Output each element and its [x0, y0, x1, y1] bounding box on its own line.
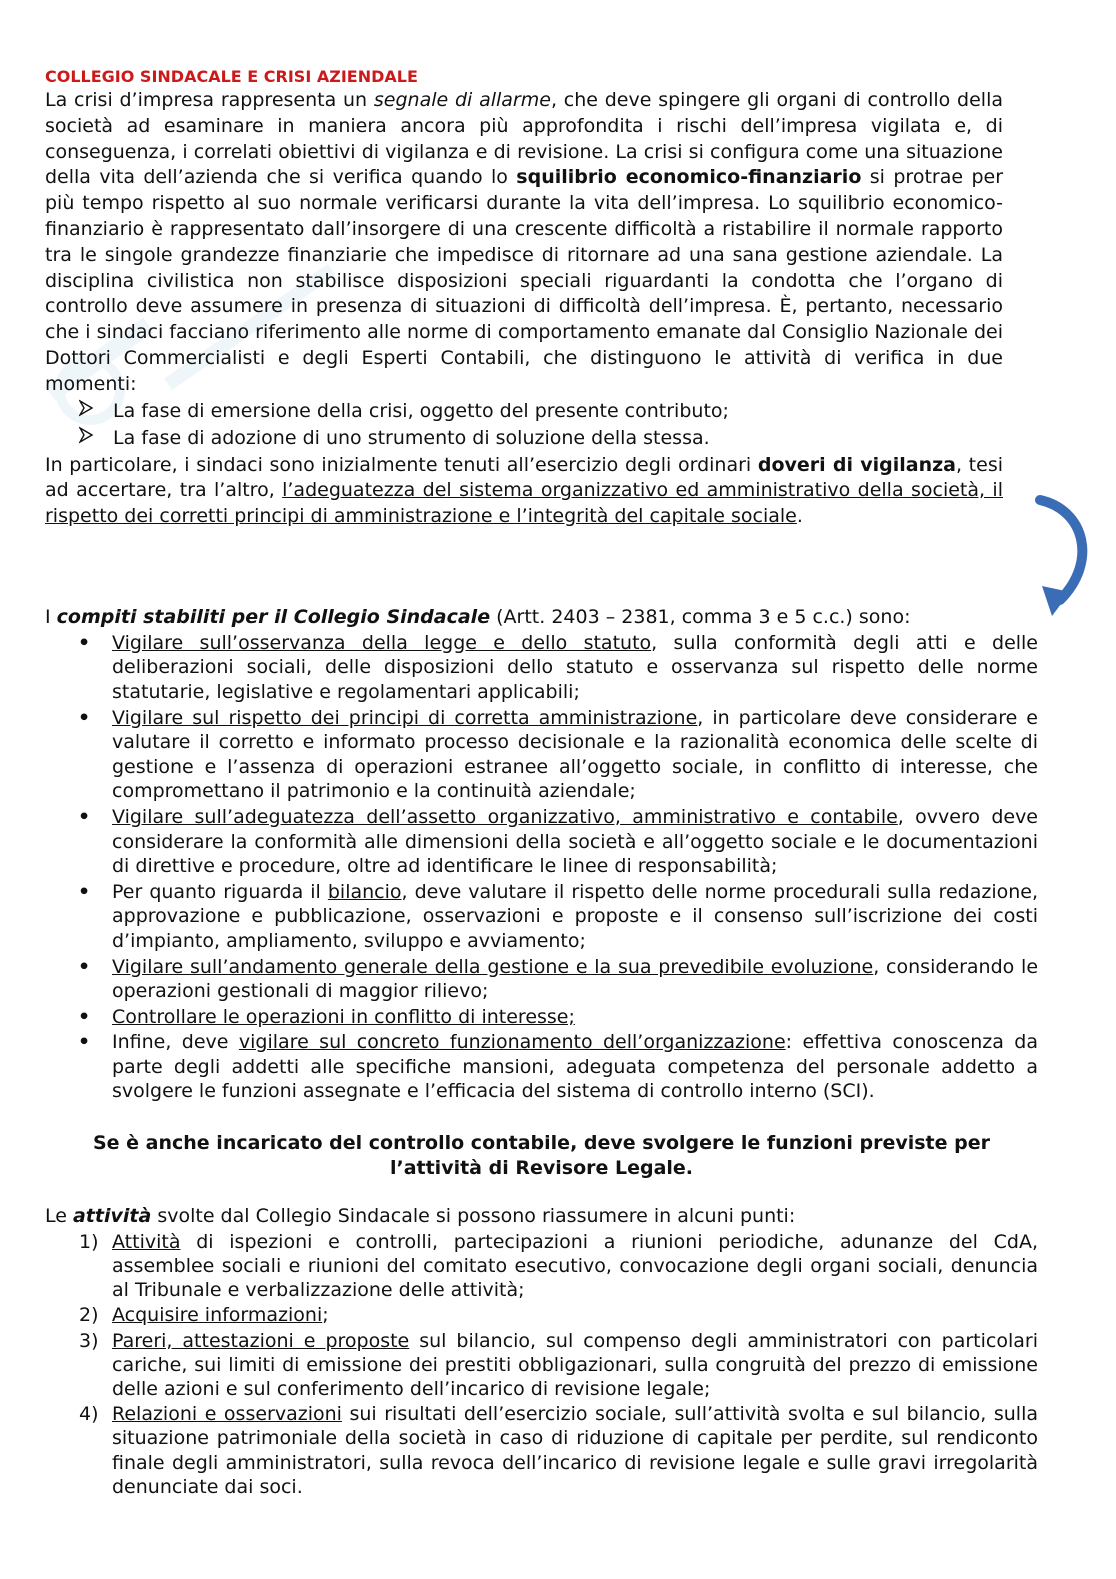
activities-list: [45, 1230, 1038, 1499]
tasks-list: [45, 631, 1038, 1104]
list-item: 3) Pareri, attestazioni e proposte sul bilancio, sul compenso degli amministratori con particolari cariche, sui limiti di emissione dei prestiti obbligazionari, sulla congruità del prezzo di emissione delle azioni e sul conferimento dell’incarico di revisione legale;: [79, 1329, 1038, 1401]
tasks-section: [45, 605, 1038, 1105]
phases-list: [45, 398, 1003, 453]
curved-arrow-icon: [1030, 492, 1100, 622]
activities-section: [45, 1204, 1038, 1500]
list-item: 4) Relazioni e osservazioni sui risultati dell’esercizio sociale, sull’attività svolta e sul bilancio, sulla situazione patrimoniale della società in caso di riduzione di capitale per perdite, sul rendiconto finale degli amministratori, sulla revoca dell’incarico di revisione legale e sulle gravi irregolarità denunciate dai soci.: [79, 1403, 1039, 1498]
highlight-section: [45, 1131, 1038, 1181]
document-title: COLLEGIO SINDACALE E CRISI AZIENDALE: [45, 67, 418, 86]
duties-paragraph: In particolare, i sindaci sono inizialmente tenuti all’esercizio degli ordinari doveri di vigilanza, tesi ad accertare, tra l’altro, l’adeguatezza del sistema organizzativo ed amministrativo della società, il rispetto dei corretti principi di amministrazione e l’integrità del capitale sociale.: [45, 453, 1003, 528]
list-item: • Infine, deve vigilare sul concreto funzionamento dell’organizzazione: effettiva conoscenza da parte degli addetti alle specifiche mansioni, adeguata competenza del personale addetto a svolgere le funzioni assegnate e l’efficacia del sistema di controllo interno (SCI).: [78, 1031, 1038, 1103]
list-item: 2) Acquisire informazioni;: [79, 1304, 329, 1327]
top-section: [45, 66, 1003, 530]
intro-paragraph: La crisi d’impresa rappresenta un segnale di allarme, che deve spingere gli organi di controllo della società ad esaminare in maniera ancora più approfondita i rischi dell’impresa vigilata e, di conseguenza, i correlati obiettivi di vigilanza e di revisione. La crisi si configura come una situazione della vita dell’azienda che si verifica quando lo squilibrio economico-finanziario si protrae per più tempo rispetto al suo normale verificarsi durante la vita dell’impresa. Lo squilibrio economico-finanziario è rappresentato dall’insorgere di una crescente difficoltà a ristabilire il normale rapporto tra le singole grandezze finanziarie che impedisce di ritornare ad una sana gestione aziendale. La disciplina civilistica non stabilisce disposizioni speciali riguardanti la condotta che l’organo di controllo deve assumere in presenza di situazioni di difficoltà dell’impresa. È, pertanto, necessario che i sindaci facciano riferimento alle norme di comportamento emanate dal Consiglio Nazionale dei Dottori Commercialisti e degli Esperti Contabili, che distinguono le attività di verifica in due momenti:: [45, 89, 1003, 395]
arrowhead-bullet-icon: [79, 425, 93, 455]
list-item: 1) Attività di ispezioni e controlli, partecipazioni a riunioni periodiche, adunanze del CdA, assemblee sociali e riunioni del comitato esecutivo, convocazione degli organi sociali, denuncia al Tribunale e verbalizzazione delle attività;: [79, 1230, 1038, 1302]
list-item: • Vigilare sull’adeguatezza dell’assetto organizzativo, amministrativo e contabile, ovvero deve considerare la conformità alle dimensioni della società e all’oggetto sociale e le documentazioni di direttive e procedure, oltre ad identificare le linee di responsabilità;: [78, 805, 1038, 878]
list-item: • Vigilare sul rispetto dei principi di corretta amministrazione, in particolare deve considerare e valutare il corretto e informato processo decisionale e la razionalità economica delle scelte di gestione e l’assenza di operazioni estranee all’oggetto sociale, in conflitto di interesse, che compromettano il patrimonio e la continuità aziendale;: [78, 706, 1038, 803]
tasks-intro: I compiti stabiliti per il Collegio Sindacale (Artt. 2403 – 2381, comma 3 e 5 c.c.) sono:: [45, 606, 911, 628]
list-item: • Per quanto riguarda il bilancio, deve valutare il rispetto delle norme procedurali sulla redazione, approvazione e pubblicazione, osservazioni e proposte e il consenso sull’iscrizione dei costi d’impianto, ampliamento, sviluppo e avviamento;: [78, 880, 1038, 952]
list-item: La fase di emersione della crisi, oggetto del presente contributo;: [45, 398, 1003, 426]
list-item: La fase di adozione di uno strumento di soluzione della stessa.: [45, 425, 1003, 453]
activities-intro: Le attività svolte dal Collegio Sindacale si possono riassumere in alcuni punti:: [45, 1205, 796, 1227]
list-item: • Controllare le operazioni in conflitto di interesse;: [78, 1005, 575, 1028]
arrowhead-bullet-icon: [79, 398, 93, 428]
list-item: • Vigilare sull’osservanza della legge e dello statuto, sulla conformità degli atti e delle deliberazioni sociali, delle disposizioni dello statuto e osservanza sul rispetto delle norme statutarie, legislative e regolamentari applicabili;: [78, 631, 1038, 703]
highlight-text: Se è anche incaricato del controllo contabile, deve svolgere le funzioni previste per l’attività di Revisore Legale.: [92, 1132, 991, 1179]
list-item: • Vigilare sull’andamento generale della gestione e la sua prevedibile evoluzione, considerando le operazioni gestionali di maggior rilievo;: [78, 955, 1039, 1003]
